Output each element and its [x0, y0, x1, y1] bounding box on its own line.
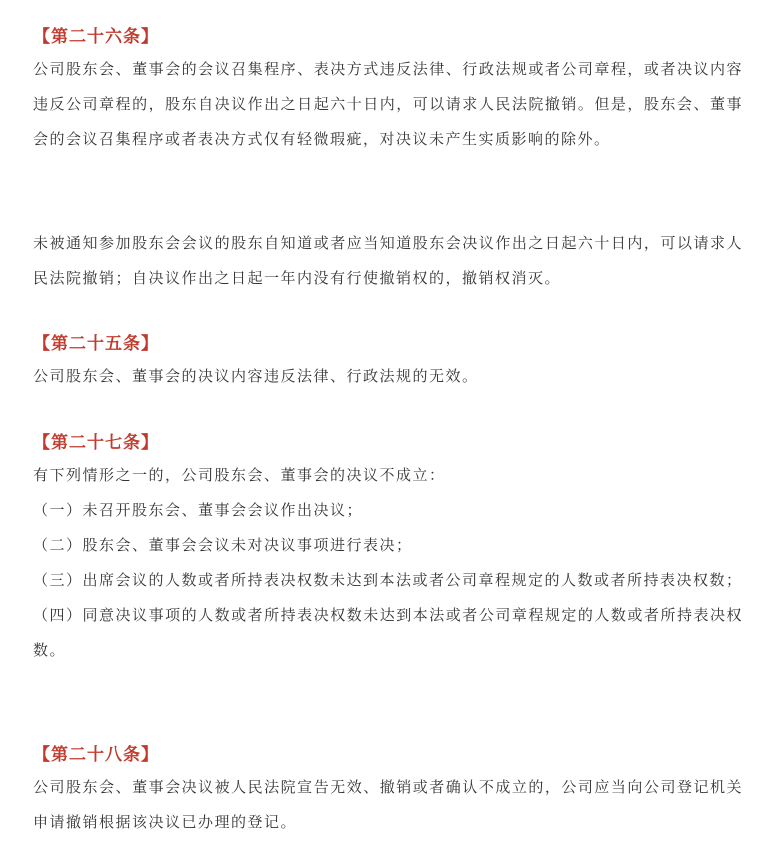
article-paragraph: 公司股东会、董事会的会议召集程序、表决方式违反法律、行政法规或者公司章程，或者决议内容违反公司章程的，股东自决议作出之日起六十日内，可以请求人民法院撤销。但是，股东会、董事会的会议召集程序或者表决方式仅有轻微瑕疵，对决议未产生实质影响的除外。 [33, 60, 743, 148]
article-paragraph: 公司股东会、董事会的决议内容违反法律、行政法规的无效。 [33, 367, 479, 385]
article-intro: 有下列情形之一的，公司股东会、董事会的决议不成立： [33, 466, 446, 484]
list-item: （三）出席会议的人数或者所持表决权数未达到本法或者公司章程规定的人数或者所持表决权数； [33, 571, 743, 589]
article-heading: 【第二十六条】 [33, 27, 159, 47]
article-heading: 【第二十八条】 [33, 745, 159, 765]
article-paragraph: 公司股东会、董事会决议被人民法院宣告无效、撤销或者确认不成立的，公司应当向公司登记机关申请撤销根据该决议已办理的登记。 [33, 778, 743, 831]
list-item: （四）同意决议事项的人数或者所持表决权数未达到本法或者公司章程规定的人数或者所持表决权数。 [33, 606, 743, 659]
article-28 [33, 745, 743, 840]
article-26 [33, 27, 743, 157]
article-26-paragraph-2 [33, 226, 743, 296]
article-27 [33, 433, 743, 668]
list-item: （二）股东会、董事会会议未对决议事项进行表决； [33, 536, 413, 554]
article-25 [33, 334, 743, 394]
article-heading: 【第二十五条】 [33, 334, 159, 354]
list-item: （一）未召开股东会、董事会会议作出决议； [33, 501, 364, 519]
article-paragraph: 未被通知参加股东会会议的股东自知道或者应当知道股东会决议作出之日起六十日内，可以请求人民法院撤销；自决议作出之日起一年内没有行使撤销权的，撤销权消灭。 [33, 234, 743, 287]
article-heading: 【第二十七条】 [33, 433, 159, 453]
